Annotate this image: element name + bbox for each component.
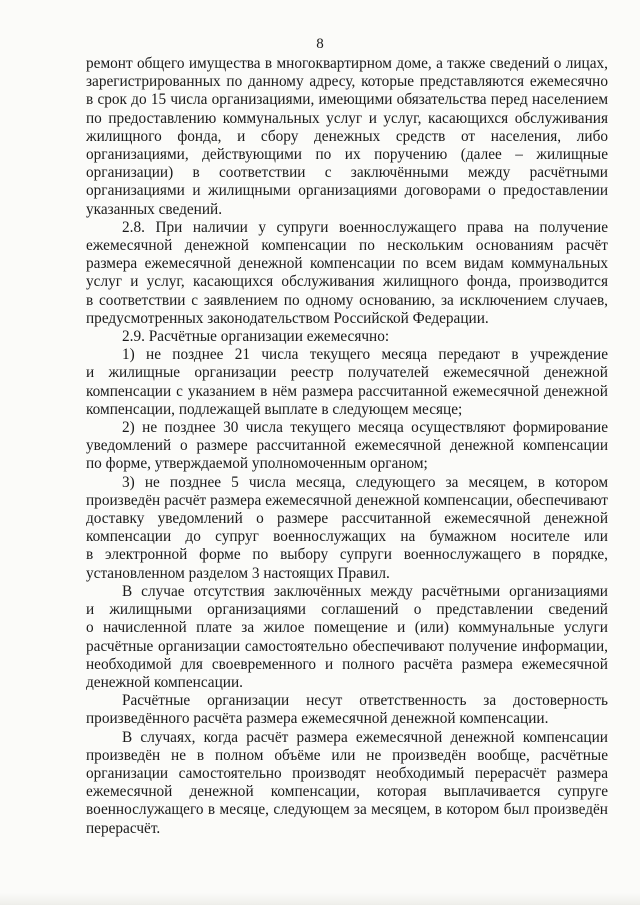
document-body [86, 55, 608, 838]
text-line: компенсации до супруг военнослужащих на бумажном носителе или [86, 528, 608, 546]
text-line: организациями, действующими по их поручению (далее – жилищные [86, 146, 608, 164]
text-line: уведомлений о размере рассчитанной ежемесячной денежной компенсации [86, 437, 608, 455]
text-line: В случаях, когда расчёт размера ежемесячной денежной компенсации [122, 728, 608, 746]
text-line: жилищного фонда, и сбору денежных средств от населения, либо [86, 127, 608, 145]
text-line: ремонт общего имущества в многоквартирном доме, а также сведений о лицах, [86, 55, 608, 72]
text-line: услуг и услуг, касающихся обслуживания жилищного фонда, производится [86, 273, 608, 291]
text-line: в соответствии с заявлением по одному основанию, за исключением случаев, [86, 291, 608, 309]
text-line: организации) в соответствии с заключёнными между расчётными [86, 164, 608, 182]
text-line: В случае отсутствия заключённых между расчётными организациями [122, 582, 608, 600]
text-line: размера ежемесячной денежной компенсации по всем видам коммунальных [86, 255, 608, 273]
scan-bottom-edge [0, 893, 640, 905]
text-line: 3) не позднее 5 числа месяца, следующего за месяцем, в котором [122, 473, 608, 491]
text-line: предусмотренных законодательством Российской Федерации. [86, 309, 489, 327]
text-line: произведён не в полном объёме или не произведён вообще, расчётные [86, 746, 608, 764]
page-number: 8 [316, 36, 324, 52]
text-line: компенсации, подлежащей выплате в следующем месяце; [86, 400, 463, 418]
text-line: доставку уведомлений о размере рассчитанной ежемесячной денежной [86, 510, 608, 528]
text-line: и жилищные организации реестр получателей ежемесячной денежной [86, 364, 608, 382]
text-line: и жилищными организациями соглашений о представлении сведений [86, 601, 608, 619]
text-line: расчётные организации самостоятельно обеспечивают получение информации, [86, 637, 608, 655]
text-line: в срок до 15 числа организациями, имеющими обязательства перед населением [86, 91, 608, 109]
text-line: указанных сведений. [86, 200, 223, 218]
text-line: в электронной форме по выбору супруги военнослужащего в порядке, [86, 546, 608, 564]
text-line: денежной компенсации. [86, 673, 243, 691]
text-line: необходимой для своевременного и полного расчёта размера ежемесячной [86, 655, 608, 673]
text-line: Расчётные организации несут ответственность за достоверность [122, 692, 608, 710]
text-line: зарегистрированных по данному адресу, которые представляются ежемесячно [86, 73, 608, 91]
text-line: 2.9. Расчётные организации ежемесячно: [122, 328, 390, 346]
text-line: по форме, утверждаемой уполномоченным органом; [86, 455, 428, 473]
text-line: ежемесячной денежной компенсации, которая выплачивается супруге [86, 783, 608, 801]
text-line: компенсации с указанием в нём размера рассчитанной ежемесячной денежной [86, 382, 608, 400]
text-line: военнослужащего в месяце, следующем за месяцем, в котором был произведён [86, 801, 608, 819]
text-line: ежемесячной денежной компенсации по нескольким основаниям расчёт [86, 237, 608, 255]
text-line: организациями и жилищными организациями договорами о предоставлении [86, 182, 608, 200]
text-line: перерасчёт. [86, 819, 161, 837]
text-line: организации самостоятельно производят необходимый перерасчёт размера [86, 764, 608, 782]
text-line: 1) не позднее 21 числа текущего месяца передают в учреждение [122, 346, 608, 364]
text-line: 2.8. При наличии у супруги военнослужащего права на получение [122, 218, 608, 236]
text-line: установленном разделом 3 настоящих Правил. [86, 564, 390, 582]
text-line: 2) не позднее 30 числа текущего месяца осуществляют формирование [122, 419, 608, 437]
text-line: по предоставлению коммунальных услуг и услуг, касающихся обслуживания [86, 109, 608, 127]
text-line: произведён расчёт размера ежемесячной денежной компенсации, обеспечивают [86, 491, 608, 509]
text-line: о начисленной плате за жилое помещение и (или) коммунальные услуги [86, 619, 608, 637]
text-line: произведённого расчёта размера ежемесячной денежной компенсации. [86, 710, 549, 728]
